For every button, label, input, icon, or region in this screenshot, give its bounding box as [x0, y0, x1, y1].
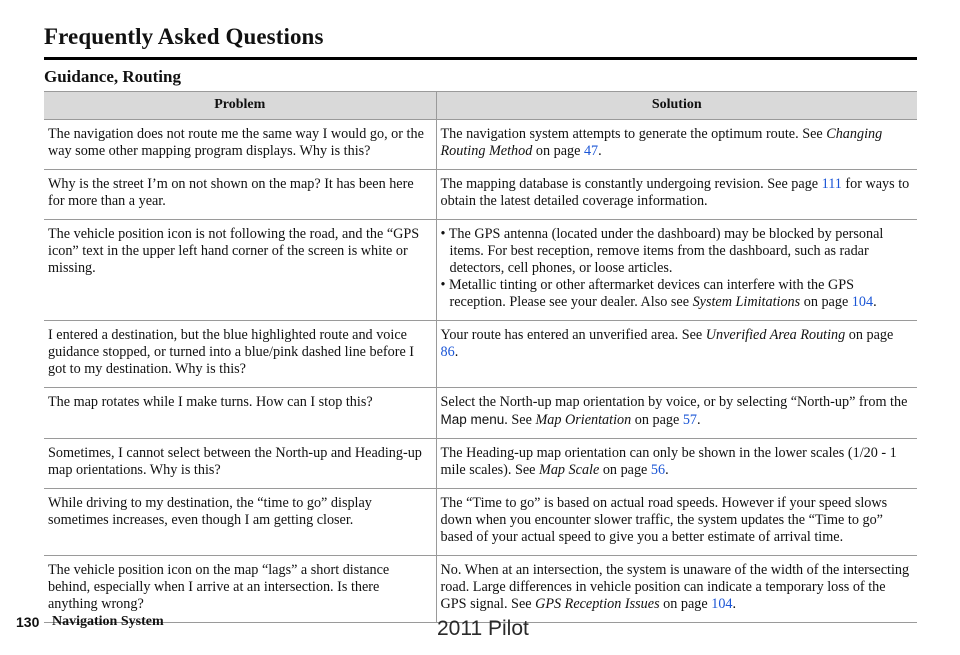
cross-reference: Changing Routing Method	[440, 126, 883, 159]
solution-text: for ways to obtain the latest detailed coverage information.	[440, 176, 910, 209]
solution-text: .	[454, 344, 459, 360]
section-title: Guidance, Routing	[44, 67, 181, 86]
footer-section: Navigation System	[52, 614, 164, 629]
solution-text: on page	[631, 412, 683, 428]
solution-text: No. When at an intersection, the system is unaware of the width of the intersecting road. Large differences in vehicle position can indicate a temporary loss of the GPS signal. See	[440, 562, 910, 612]
solution-text: Select the North-up map orientation by voice, or by selecting “North-up” from the	[440, 394, 908, 410]
solution-text: on page	[659, 596, 712, 612]
solution-text: on page	[800, 294, 852, 310]
problem-cell: I entered a destination, but the blue highlighted route and voice guidance stopped, or turned into a blue/pink dashed line before I got to my destination. Why is this?	[44, 321, 436, 388]
solution-text: on page	[599, 462, 651, 478]
cross-reference: Map Scale	[539, 462, 600, 478]
title-rule	[44, 57, 917, 60]
menu-name: Map menu	[440, 412, 505, 427]
page-link[interactable]: 47	[583, 143, 599, 159]
solution-text: on page	[532, 143, 584, 159]
solution-cell	[436, 388, 917, 439]
cross-reference: System Limitations	[692, 294, 801, 310]
problem-cell: The vehicle position icon is not following the road, and the “GPS icon” text in the upper left hand corner of the screen is white or missing.	[44, 220, 436, 321]
solution-text: .	[598, 143, 602, 159]
solution-text: .	[665, 462, 669, 478]
solution-cell	[436, 321, 917, 388]
header-solution: Solution	[436, 92, 917, 120]
solution-text: Your route has entered an unverified area. See	[440, 327, 706, 343]
table-row	[44, 220, 917, 321]
table-row	[44, 170, 917, 220]
problem-cell: The navigation does not route me the same way I would go, or the way some other mapping program displays. Why is this?	[44, 120, 436, 170]
table-row	[44, 120, 917, 170]
solution-text: The “Time to go” is based on actual road speeds. However if your speed slows down when you encounter slower traffic, the system updates the “Time to go” based of your actual speed to give you a better estimate of arrival time.	[440, 495, 888, 545]
solution-text: . See	[504, 412, 536, 428]
problem-cell: Sometimes, I cannot select between the North-up and Heading-up map orientations. Why is this?	[44, 439, 436, 489]
watermark: 2011 Pilot	[437, 617, 529, 640]
cross-reference: Map Orientation	[535, 412, 632, 428]
page-title: Frequently Asked Questions	[44, 24, 324, 49]
table-row	[44, 321, 917, 388]
solution-cell	[436, 439, 917, 489]
solution-cell	[436, 556, 917, 623]
header-problem: Problem	[44, 92, 436, 120]
problem-cell: Why is the street I’m on not shown on the map? It has been here for more than a year.	[44, 170, 436, 220]
problem-cell: While driving to my destination, the “time to go” display sometimes increases, even though I am getting closer.	[44, 489, 436, 556]
bullet-item	[441, 277, 912, 311]
cross-reference: Unverified Area Routing	[705, 327, 846, 343]
page-link[interactable]: 86	[440, 344, 455, 360]
solution-cell	[436, 170, 917, 220]
page-link[interactable]: 111	[821, 176, 842, 192]
solution-cell	[436, 120, 917, 170]
solution-text: The navigation system attempts to generate the optimum route. See	[440, 126, 827, 142]
solution-cell	[436, 489, 917, 556]
table-row	[44, 388, 917, 439]
page-link[interactable]: 57	[682, 412, 698, 428]
page-link[interactable]: 56	[650, 462, 666, 478]
solution-text: .	[697, 412, 701, 428]
solution-text: • Metallic tinting or other aftermarket devices can interfere with the GPS reception. Please see your dealer. Also see	[440, 277, 855, 310]
table-row	[44, 439, 917, 489]
table-header-row	[44, 92, 917, 120]
page-number: 130	[16, 614, 40, 630]
problem-cell: The vehicle position icon on the map “lags” a short distance behind, especially when I arrive at an intersection. Is there anything wrong?	[44, 556, 436, 623]
page-link[interactable]: 104	[711, 596, 733, 612]
solution-text: .	[873, 294, 877, 310]
solution-text: .	[732, 596, 737, 612]
faq-table	[44, 91, 917, 623]
solution-text: on page	[845, 327, 894, 343]
solution-text: The mapping database is constantly undergoing revision. See page	[440, 176, 822, 192]
table-row	[44, 489, 917, 556]
solution-text: The Heading-up map orientation can only be shown in the lower scales (1/20 - 1 mile scales). See	[440, 445, 897, 478]
bullet-item: • The GPS antenna (located under the dashboard) may be blocked by personal items. For best reception, remove items from the dashboard, such as radar detectors, cell phones, or loose articles.	[440, 226, 884, 276]
problem-cell: The map rotates while I make turns. How can I stop this?	[44, 388, 436, 439]
solution-cell	[436, 220, 917, 321]
page-link[interactable]: 104	[851, 294, 874, 310]
table-row	[44, 556, 917, 623]
cross-reference: GPS Reception Issues	[535, 596, 660, 612]
